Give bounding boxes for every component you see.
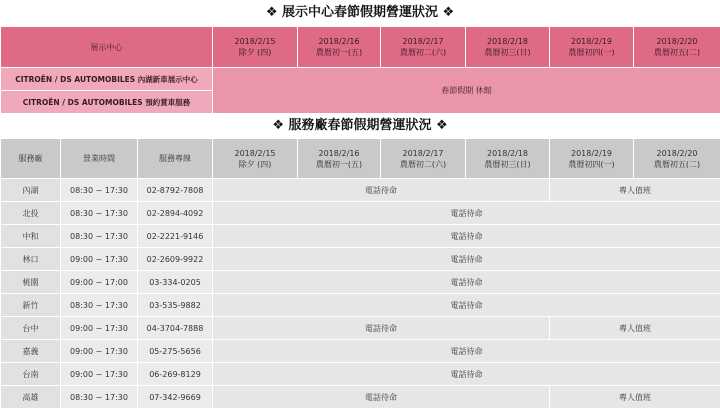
service-hours: 08:30 ~ 17:30	[61, 294, 138, 317]
showroom-name: CITROËN / DS AUTOMOBILES 預約賞車服務	[1, 91, 213, 114]
table-row	[1, 340, 720, 363]
service-phone: 07-342-9669	[138, 386, 213, 409]
service-hours: 08:30 ~ 17:30	[61, 386, 138, 409]
service-phone: 06-269-8129	[138, 363, 213, 386]
header-hours: 營業時間	[61, 139, 138, 179]
service-header-row	[1, 139, 720, 179]
standby-status: 電話待命	[213, 179, 550, 202]
on-duty-status: 專人值班	[550, 386, 720, 409]
service-phone: 04-3704-7888	[138, 317, 213, 340]
on-duty-status: 專人值班	[550, 317, 720, 340]
service-center-name: 中和	[1, 225, 61, 248]
showroom-row	[1, 68, 720, 91]
showroom-column-header: 展示中心	[1, 27, 213, 68]
showroom-header-row	[1, 27, 720, 68]
table-row	[1, 317, 720, 340]
header-service-center: 服務廠	[1, 139, 61, 179]
date-header: 2018/2/15 除夕 (四)	[213, 27, 298, 68]
service-center-name: 高雄	[1, 386, 61, 409]
standby-status: 電話待命	[213, 386, 550, 409]
standby-status: 電話待命	[213, 294, 720, 317]
service-hours: 08:30 ~ 17:30	[61, 225, 138, 248]
table-row	[1, 294, 720, 317]
service-center-name: 新竹	[1, 294, 61, 317]
service-hours: 08:30 ~ 17:30	[61, 202, 138, 225]
date-header: 2018/2/19 農曆初四(一)	[550, 139, 634, 179]
date-header: 2018/2/15 除夕 (四)	[213, 139, 298, 179]
standby-status: 電話待命	[213, 225, 720, 248]
date-header: 2018/2/18 農曆初三(日)	[466, 139, 550, 179]
service-hours: 09:00 ~ 17:30	[61, 363, 138, 386]
standby-status: 電話待命	[213, 248, 720, 271]
closed-notice: 春節假期 休館	[213, 68, 720, 114]
standby-status: 電話待命	[213, 202, 720, 225]
service-hours: 09:00 ~ 17:30	[61, 248, 138, 271]
service-phone: 02-8792-7808	[138, 179, 213, 202]
table-row	[1, 179, 720, 202]
service-center-name: 台南	[1, 363, 61, 386]
service-phone: 05-275-5656	[138, 340, 213, 363]
service-hours: 09:00 ~ 17:00	[61, 271, 138, 294]
date-header: 2018/2/17 農曆初二(六)	[381, 27, 466, 68]
date-header: 2018/2/18 農曆初三(日)	[466, 27, 550, 68]
header-phone: 服務專線	[138, 139, 213, 179]
table-row	[1, 248, 720, 271]
date-header: 2018/2/16 農曆初一(五)	[298, 27, 381, 68]
standby-status: 電話待命	[213, 317, 550, 340]
standby-status: 電話待命	[213, 271, 720, 294]
service-center-name: 北投	[1, 202, 61, 225]
service-hours: 09:00 ~ 17:30	[61, 317, 138, 340]
service-phone: 03-535-9882	[138, 294, 213, 317]
table-row	[1, 225, 720, 248]
service-center-name: 嘉義	[1, 340, 61, 363]
table-row	[1, 386, 720, 409]
service-center-name: 桃園	[1, 271, 61, 294]
table-row	[1, 202, 720, 225]
showroom-schedule-table	[0, 26, 720, 114]
service-section-title: ❖ 服務廠春節假期營運狀況 ❖	[272, 118, 448, 133]
showroom-section-title: ❖ 展示中心春節假期營運狀況 ❖	[265, 5, 455, 20]
service-phone: 03-334-0205	[138, 271, 213, 294]
service-schedule-table	[0, 138, 720, 409]
service-hours: 09:00 ~ 17:30	[61, 340, 138, 363]
service-phone: 02-2894-4092	[138, 202, 213, 225]
date-header: 2018/2/16 農曆初一(五)	[298, 139, 381, 179]
showroom-name: CITROËN / DS AUTOMOBILES 內湖新車展示中心	[1, 68, 213, 91]
table-row	[1, 271, 720, 294]
date-header: 2018/2/20 農曆初五(二)	[634, 139, 720, 179]
date-header: 2018/2/20 農曆初五(二)	[634, 27, 720, 68]
standby-status: 電話待命	[213, 363, 720, 386]
service-center-name: 台中	[1, 317, 61, 340]
service-center-name: 林口	[1, 248, 61, 271]
on-duty-status: 專人值班	[550, 179, 720, 202]
table-row	[1, 363, 720, 386]
service-phone: 02-2609-9922	[138, 248, 213, 271]
date-header: 2018/2/19 農曆初四(一)	[550, 27, 634, 68]
service-phone: 02-2221-9146	[138, 225, 213, 248]
date-header: 2018/2/17 農曆初二(六)	[381, 139, 466, 179]
standby-status: 電話待命	[213, 340, 720, 363]
service-center-name: 內湖	[1, 179, 61, 202]
service-hours: 08:30 ~ 17:30	[61, 179, 138, 202]
